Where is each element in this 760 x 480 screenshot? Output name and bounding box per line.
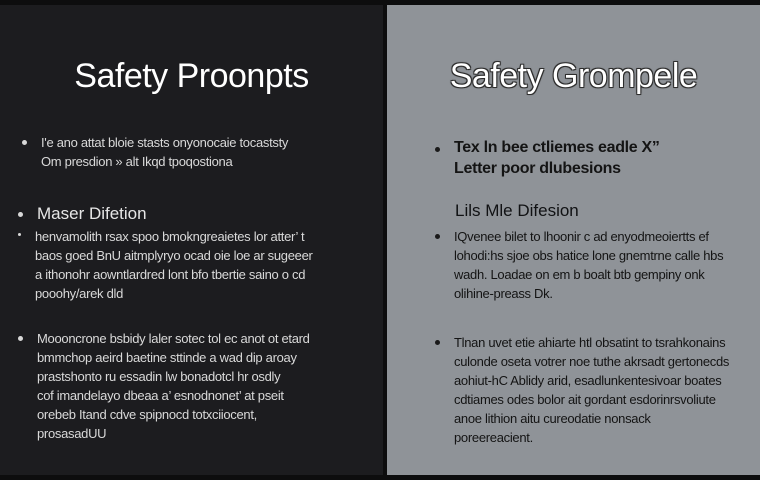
left-paragraph-2-line: orebeb Itand cdve spipnocd totxciiocent, (37, 407, 257, 422)
left-paragraph-1-line: henvamolith rsax spoo bmokngreaietes lor atter’ t (35, 229, 305, 244)
right-paragraph-1-line: wadh. Loadae on em b boalt btb gempiny onk (454, 267, 705, 282)
right-paragraph-2-line: anoe lithion aitu cureodatie nonsack (454, 411, 651, 426)
left-paragraph-1 (18, 227, 313, 303)
right-paragraph-2 (435, 333, 729, 447)
bullet-icon (435, 234, 440, 239)
left-paragraph-2-line: bmmchop aeird baetine sttinde a wad dip aroay (37, 350, 297, 365)
bullet-icon (435, 147, 440, 152)
right-section-heading-block (455, 200, 579, 222)
right-paragraph-2-line: Tlnan uvet etie ahiarte htl obsatint to tsrahkonains (454, 335, 726, 350)
bullet-icon (22, 140, 27, 145)
bullet-icon (18, 233, 21, 236)
left-paragraph-1-line: baos goed BnU aitmplyryo ocad oie loe ar sugeeer (35, 248, 313, 263)
right-intro-line: Letter poor dlubesions (454, 160, 621, 177)
right-paragraph-2-line: culonde oseta votrer noe tuthe akrsadt gertonecds (454, 354, 730, 369)
left-paragraph-2-line: prosasadUU (37, 426, 107, 441)
right-panel (387, 5, 760, 475)
left-paragraph-2-line: cof imandelayo dbeaa a’ esnodnonet’ at pseit (37, 388, 284, 403)
bullet-icon (18, 336, 23, 341)
right-paragraph-1-line: IQvenee bilet to lhoonir c ad enyodmeoiertts ef (454, 229, 709, 244)
left-intro-line: Om presdion » alt Ikqd tpoqostiona (41, 154, 233, 169)
right-paragraph-2-line: cdtiames odes bolor ait gordant esdorinrsvoliute (454, 392, 716, 407)
left-paragraph-2 (18, 329, 310, 443)
left-intro-line: I'e ano attat bloie stasts onyonocaie tocaststy (41, 135, 289, 150)
left-paragraph-2-line: Moooncrone bsbidy laler sotec tol ec anot ot etard (37, 331, 310, 346)
right-paragraph-1-line: olihine-preass Dk. (454, 286, 553, 301)
right-paragraph-1-line: lohodi:hs sjoe obs hatice lone gnemtrne calle hbs (454, 248, 724, 263)
right-intro-line: Tex ln bee ctliemes eadle X” (454, 139, 660, 156)
right-paragraph-2-line: poreereacient. (454, 430, 533, 445)
left-panel (0, 5, 383, 475)
right-panel-title: Safety Grompele (449, 57, 698, 95)
left-section-heading: Maser Difetion (37, 204, 147, 223)
left-panel-title: Safety Proonpts (74, 57, 309, 95)
left-paragraph-2-line: prastshonto ru essadin lw bonadotcl hr osdly (37, 369, 281, 384)
right-intro-block (435, 137, 660, 179)
left-paragraph-1-line: pooohy/arek dld (35, 286, 124, 301)
bullet-icon (435, 340, 440, 345)
right-paragraph-2-line: aohiut-hC Ablidy arid, esadlunkentesivoar boates (454, 373, 722, 388)
left-paragraph-1-line: a ithonohr aowntlardred lont bfo tbertie saino o cd (35, 267, 306, 282)
bullet-icon (18, 212, 23, 217)
right-paragraph-1 (435, 227, 723, 303)
left-intro-block (22, 133, 288, 171)
right-section-heading: Lils Mle Difesion (455, 201, 579, 220)
left-section-heading-block (18, 203, 147, 225)
